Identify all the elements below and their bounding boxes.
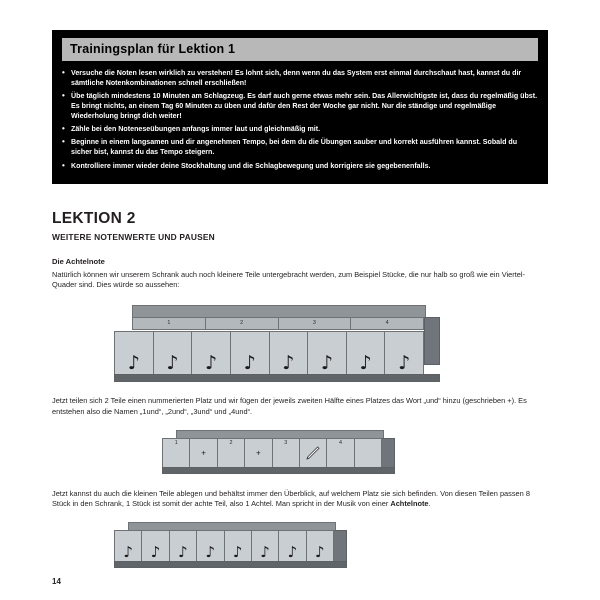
drawer-cell-pencil bbox=[300, 439, 327, 467]
cabinet-side-panel bbox=[333, 530, 347, 564]
cabinet-number-strip bbox=[132, 317, 424, 330]
eighth-note-icon: ♪ bbox=[315, 542, 325, 561]
eighth-note-icon: ♪ bbox=[287, 542, 298, 561]
figure-cabinet-counting bbox=[162, 430, 394, 476]
drawer-cell bbox=[385, 332, 423, 374]
slot-label: 3 bbox=[284, 439, 288, 446]
number-cell bbox=[133, 318, 206, 329]
drawer-cell bbox=[115, 332, 154, 374]
drawer-cell bbox=[231, 332, 270, 374]
eighth-note-icon: ♪ bbox=[150, 542, 161, 561]
number-label: 3 bbox=[312, 320, 316, 327]
eighth-note-icon: ♪ bbox=[204, 352, 218, 375]
cabinet-base bbox=[114, 374, 440, 382]
drawer-cell bbox=[270, 332, 309, 374]
plus-label: + bbox=[255, 448, 261, 457]
paragraph-3-post: . bbox=[428, 499, 431, 509]
number-cell bbox=[206, 318, 279, 329]
number-cell bbox=[279, 318, 352, 329]
paragraph-3 bbox=[52, 489, 548, 510]
training-plan-title: Trainingsplan für Lektion 1 bbox=[62, 38, 538, 61]
cabinet-side-panel bbox=[381, 438, 395, 470]
drawer-cell bbox=[279, 531, 306, 561]
eighth-note-icon: ♪ bbox=[205, 542, 216, 561]
drawer-cell bbox=[245, 439, 272, 467]
training-plan-list bbox=[62, 68, 538, 171]
drawer-cell bbox=[163, 439, 190, 467]
paragraph-3-pre: Jetzt kannst du auch die kleinen Teile ablegen und behältst immer den Überblick, auf welchem Platz sie sich befinden. Von diesen Teilen passen 8 Stück in den Schrank, 1 Stück ist somit der achte Teil, also 1 Achtel. Man spricht in der Musik von einer bbox=[52, 488, 530, 509]
paragraph-1: Natürlich können wir unserem Schrank auch noch kleinere Teile untergebracht werden, zum Beispiel Stücke, die nur halb so groß wie ein Viertel-Quader sind. Dies würde so aussehen: bbox=[52, 269, 525, 290]
drawer-cell bbox=[115, 531, 142, 561]
paragraph-3-bold: Achtelnote bbox=[390, 499, 429, 509]
paragraph-2: Jetzt teilen sich 2 Teile einen nummerierten Platz und wir fügen der jeweils zweiten Hälfte eines Platzes das Wort „und“ hinzu (geschrieben +). Es entstehen also die Namen „1und“, „2und“, „3und“ und „4und“. bbox=[52, 396, 527, 416]
lesson-subtitle: WEITERE NOTENWERTE UND PAUSEN bbox=[52, 231, 215, 242]
eighth-note-icon: ♪ bbox=[320, 352, 333, 375]
drawer-cell bbox=[154, 332, 193, 374]
eighth-note-icon: ♪ bbox=[123, 542, 133, 561]
cabinet-base bbox=[162, 467, 395, 474]
slot-label: 4 bbox=[338, 439, 342, 446]
figure-cabinet-filled bbox=[114, 522, 346, 568]
number-label: 2 bbox=[240, 320, 244, 327]
list-item: • Kontrolliere immer wieder deine Stockhaltung und die Schlagbewegung und korrigiere sie gegebenenfalls. bbox=[62, 161, 538, 171]
drawer-cell bbox=[218, 439, 245, 467]
eighth-note-icon: ♪ bbox=[166, 352, 179, 375]
drawer-cell bbox=[252, 531, 279, 561]
number-label: 1 bbox=[167, 320, 171, 327]
training-plan-box bbox=[52, 30, 548, 184]
eighth-note-icon: ♪ bbox=[243, 352, 256, 375]
eighth-note-icon: ♪ bbox=[359, 352, 372, 375]
eighth-note-icon: ♪ bbox=[282, 352, 295, 375]
eighth-note-icon: ♪ bbox=[398, 352, 411, 375]
cabinet-base bbox=[114, 561, 347, 568]
drawer-cell bbox=[192, 332, 231, 374]
drawer-cell bbox=[273, 439, 300, 467]
drawer-cell bbox=[308, 332, 347, 374]
drawer-cell bbox=[197, 531, 224, 561]
cabinet-drawer-row bbox=[162, 438, 382, 468]
eighth-note-icon: ♪ bbox=[232, 542, 243, 561]
figure-cabinet-numbered bbox=[114, 305, 446, 383]
page-title: LEKTION 2 bbox=[52, 209, 136, 227]
eighth-note-icon: ♪ bbox=[260, 542, 270, 561]
plus-label: + bbox=[201, 448, 206, 457]
pencil-icon bbox=[305, 445, 321, 461]
drawer-cell bbox=[142, 531, 169, 561]
drawer-cell bbox=[307, 531, 333, 561]
drawer-cell bbox=[170, 531, 197, 561]
drawer-cell bbox=[355, 439, 381, 467]
section-heading: Die Achtelnote bbox=[52, 256, 105, 266]
list-item: • Beginne in einem langsamen und dir angenehmen Tempo, bei dem du die Übungen sauber und korrekt ausführen kannst. Sobald du sicher bist, kannst du das Tempo steigern. bbox=[62, 137, 538, 157]
list-item: • Übe täglich mindestens 10 Minuten am Schlagzeug. Es darf auch gerne etwas mehr sein. Das Allerwichtigste ist, dass du regelmäßig übst. Es bringt nichts, an einem Tag 60 Minuten zu üben und dafür den Rest der Woche gar nicht. Nur die ständige und regelmäßige Wiederholung bringt dich weiter! bbox=[62, 91, 538, 121]
cabinet-side-panel bbox=[424, 317, 440, 365]
cabinet-drawer-row bbox=[114, 530, 334, 562]
drawer-cell bbox=[347, 332, 386, 374]
slot-label: 2 bbox=[229, 439, 233, 446]
page-number: 14 bbox=[52, 577, 61, 586]
slot-label: 1 bbox=[174, 439, 178, 446]
number-cell bbox=[351, 318, 423, 329]
eighth-note-icon: ♪ bbox=[127, 352, 140, 375]
cabinet-drawer-row bbox=[114, 331, 424, 375]
drawer-cell bbox=[225, 531, 252, 561]
drawer-cell bbox=[190, 439, 217, 467]
eighth-note-icon: ♪ bbox=[178, 542, 188, 561]
list-item: • Zähle bei den Noteneseübungen anfangs immer laut und gleichmäßig mit. bbox=[62, 124, 538, 134]
number-label: 4 bbox=[385, 320, 389, 327]
list-item: • Versuche die Noten lesen wirklich zu verstehen! Es lohnt sich, denn wenn du das System erst einmal durchschaut hast, kannst du dir sämtliche Notenkombinationen schnell erschließen! bbox=[62, 68, 538, 88]
drawer-cell bbox=[327, 439, 354, 467]
